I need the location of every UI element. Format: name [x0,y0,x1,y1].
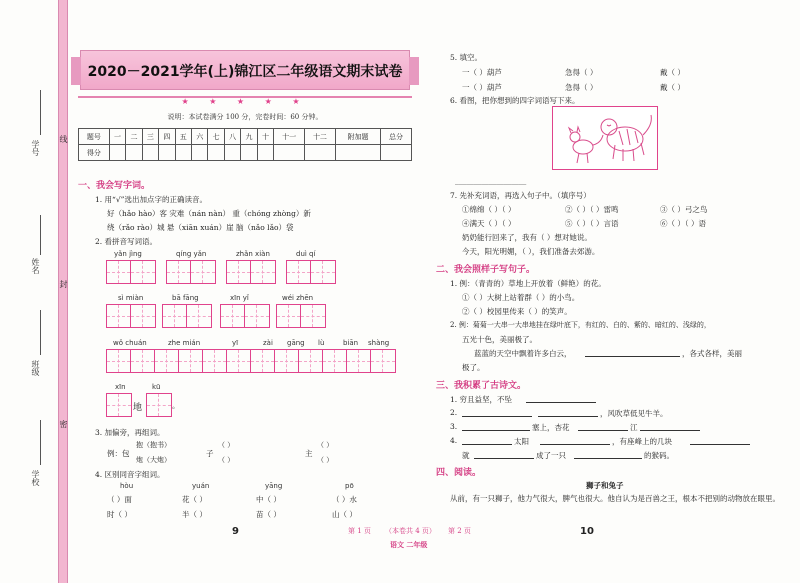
s2-answer-line[interactable] [585,356,680,357]
writing-grid[interactable] [220,304,270,328]
title-banner [80,50,410,90]
question-3: 3. 加偏旁，再组词。 [95,428,165,437]
poem-3-text-b: 江 [630,423,638,432]
q5-blank[interactable]: 急得（ ） [565,83,598,92]
pinyin: lù [318,339,325,347]
poem-5-text: 成了一只 [536,451,566,460]
q1-line-2: 绕（rǎo rào）城 悬（xiān xuán）崖 脑（nǎo lǎo）袋 [107,223,294,232]
stars-decoration: ★ ★ ★ ★ ★ [181,97,309,106]
writing-grid[interactable] [166,260,216,284]
s2-q1-item-a: ①（ ）大树上站着群（ ）的小鸟。 [462,293,580,302]
q7-sentence-2: 今天，阳光明媚，（ ），我们准备去郊游。 [462,247,600,256]
poem-3-text: 塞上，杏花 [532,423,570,432]
s2-q2-prompt: 蓝蓝的天空中飘着许多白云， [474,349,572,358]
seal-char-line: 线 [59,135,68,143]
tiger-fox-drawing [553,107,657,169]
pinyin: zhe mián [168,339,201,347]
tiger-fox-picture [552,106,658,170]
question-7: 7. 先补充词语，再选入句子中。（填序号） [450,191,591,200]
q7-blank[interactable]: ①绵绵（ ）（ ） [462,205,516,214]
section-heading-1: 一、我会写字词。 [78,181,151,191]
q4-blank[interactable]: 半（ ） [182,510,207,519]
poem-blank[interactable] [574,458,642,459]
pinyin: zài [263,339,273,347]
poem-blank[interactable] [462,430,530,431]
question-2: 2. 看拼音写词语。 [95,237,158,246]
pinyin: yǎn jìng [114,250,142,258]
poem-5-end: 的猴码。 [644,451,674,460]
writing-grid[interactable] [106,304,156,328]
q3-blank[interactable]: （ ） [317,456,334,464]
poem-blank[interactable] [462,444,512,445]
poem-3-num: 3. [450,422,458,431]
q5-blank[interactable]: 一（ ）葫芦 [462,68,502,77]
story-title: 狮子和兔子 [586,481,624,490]
q5-blank[interactable]: 急得（ ） [565,68,598,77]
poem-blank[interactable] [640,430,700,431]
q4-blank[interactable]: （ ）面 [107,495,132,504]
pinyin: xīn yǐ [230,294,249,302]
q7-blank[interactable]: ⑥（ ）（ ）语 [660,219,707,228]
writing-grid[interactable] [106,260,156,284]
binding-line [40,310,41,355]
exam-title: 2020－2021学年(上)锦江区二年级语文期末试卷 [87,64,403,80]
pinyin: gāng [287,339,305,347]
q7-blank[interactable]: ③（ ）弓之鸟 [660,205,708,214]
question-6: 6. 看图，把你想到的四字词语写下来。 [450,96,580,105]
poem-blank[interactable] [540,444,610,445]
q5-blank[interactable]: 戴（ ） [660,68,685,77]
poem-blank[interactable] [462,416,532,417]
q3-blank[interactable]: （ ） [218,456,235,464]
score-value-row: 得分 [79,145,412,161]
poem-2-num: 2. [450,408,458,417]
label-class: 班级 [31,360,40,376]
pinyin: zhǎn xiàn [236,250,270,258]
binding-line [40,90,41,135]
footer-page-1: 第 1 页 [348,527,371,535]
q3-blank[interactable]: （ ） [317,441,334,449]
pinyin: shàng [368,339,390,347]
q5-blank[interactable]: 戴（ ） [660,83,685,92]
s2-q2-line-2: 五光十色，美丽极了。 [462,335,537,344]
pinyin: pō [345,482,354,490]
seal-char-secret: 密 [59,420,68,428]
poem-2-text: ，风吹草低见牛羊。 [600,409,668,418]
seal-char-seal: 封 [59,280,68,288]
pinyin: kū [152,383,161,391]
pinyin: wéi zhēn [282,294,314,302]
poem-4-text-b: ，有座峰上的几块 [612,437,672,446]
s2-question-1: 1. 例：（青青的）草地上开放着（鲜艳）的花。 [450,279,606,288]
poem-4-text: 太阳 [514,437,529,446]
q7-blank[interactable]: ⑤（ ）（ ）言语 [565,219,619,228]
binding-strip [0,0,68,583]
pinyin: sì miàn [118,294,144,302]
pink-binding-bar [58,0,68,583]
story-passage [436,492,781,505]
q4-blank[interactable]: 苗（ ） [256,510,281,519]
q4-blank[interactable]: 时（ ） [107,510,132,519]
writing-grid[interactable] [106,393,132,417]
q3-item-zi: 子 [206,449,214,458]
s2-q2-end: 极了。 [462,363,485,372]
pinyin: yāng [265,482,283,490]
footer-page-2: 第 2 页 [448,527,471,535]
score-table [78,128,412,161]
s2-question-2: 2. 例：菊菊一大串一大串地挂在绿叶底下，有红的、白的、紫的、暗红的、浅绿的， [450,321,711,329]
section-heading-3: 三、我积累了古诗文。 [436,381,527,391]
writing-grid[interactable] [226,260,276,284]
pinyin: yuán [192,482,210,490]
label-name: 姓名 [31,258,40,274]
pinyin: hòu [120,482,134,490]
grid-period: 。 [172,401,180,410]
s2-q1-item-b: ②（ ）校园里传来（ ）的笑声。 [462,307,572,316]
poem-blank[interactable] [690,444,750,445]
story-text: 从前，有一只狮子，他力气很大，脾气也很大。他自认为是百兽之王，根本不把别的动物放在眼里。 [450,494,780,503]
label-school: 学校 [31,470,40,486]
footer-subject: 语文 二年级 [390,540,428,549]
poem-blank[interactable] [578,430,628,431]
q6-answer-line[interactable]: ___________________ [455,176,527,185]
label-student-id: 学号 [31,140,40,156]
pinyin: yī [232,339,239,347]
poem-1: 1. 穷且益坚，不坠 [450,395,513,404]
q3-item-zhu: 主 [305,449,313,458]
s2-q2-tail: ，各式各样，美丽 [682,349,742,358]
writing-grid[interactable] [106,349,396,373]
exam-note: 说明：本试卷满分 100 分，完卷时间：60 分钟。 [167,113,323,121]
q7-blank[interactable]: ④满天（ ）（ ） [462,219,516,228]
q3-blank[interactable]: （ ） [218,441,235,449]
q3-example-label: 例：包 [107,449,130,458]
q3-example-2: 炮（大炮） [136,456,171,464]
section-heading-4: 四、阅读。 [436,468,482,478]
writing-grid[interactable] [146,393,172,417]
writing-grid[interactable] [162,304,212,328]
poem-blank[interactable] [538,416,598,417]
poem-blank[interactable] [474,458,534,459]
q4-blank[interactable]: 山（ ） [332,510,357,519]
page-number-right: 10 [580,526,594,537]
writing-grid[interactable] [286,260,336,284]
binding-line [40,420,41,465]
pinyin: xīn [115,383,126,391]
pinyin: qíng yǎn [176,250,207,258]
pinyin: duì qí [296,250,316,258]
q3-example-1: 抱（抱书） [136,441,171,449]
pinyin: biān [343,339,359,347]
grid-fixed-char: 地 [133,403,143,413]
pinyin: wǒ chuán [113,339,147,347]
q4-blank[interactable]: （ ）水 [332,495,357,504]
footer-total: （本卷共 4 页） [385,527,436,535]
q4-blank[interactable]: 花（ ） [182,495,207,504]
section-heading-2: 二、我会照样子写句子。 [436,265,536,275]
q1-line-1: 好（hǎo hào）客 灾难（nán nàn） 重（chóng zhòng）新 [107,209,311,218]
page-number-left: 9 [232,526,239,537]
question-4: 4. 区别同音字组词。 [95,470,165,479]
q5-blank[interactable]: 一（ ）葫芦 [462,83,502,92]
poem-4-num: 4. [450,436,458,445]
question-5: 5. 填空。 [450,53,483,62]
binding-line [40,215,41,255]
q7-sentence-1: 奶奶能行回来了，我有（ ）想对她说。 [462,233,592,242]
writing-grid[interactable] [276,304,326,328]
score-header-row: 题号 一 二 三 四 五 六 七 八 九 十 十一 十二 附加题 总分 [79,129,412,145]
pinyin: bā fāng [172,294,199,302]
question-1: 1. 用“√”选出加点字的正确读音。 [95,195,207,204]
q7-blank[interactable]: ②（ ）（ ）雷鸣 [565,205,619,214]
poem-5-start: 就 [462,451,470,460]
q4-blank[interactable]: 中（ ） [256,495,281,504]
poem-blank[interactable] [526,402,596,403]
